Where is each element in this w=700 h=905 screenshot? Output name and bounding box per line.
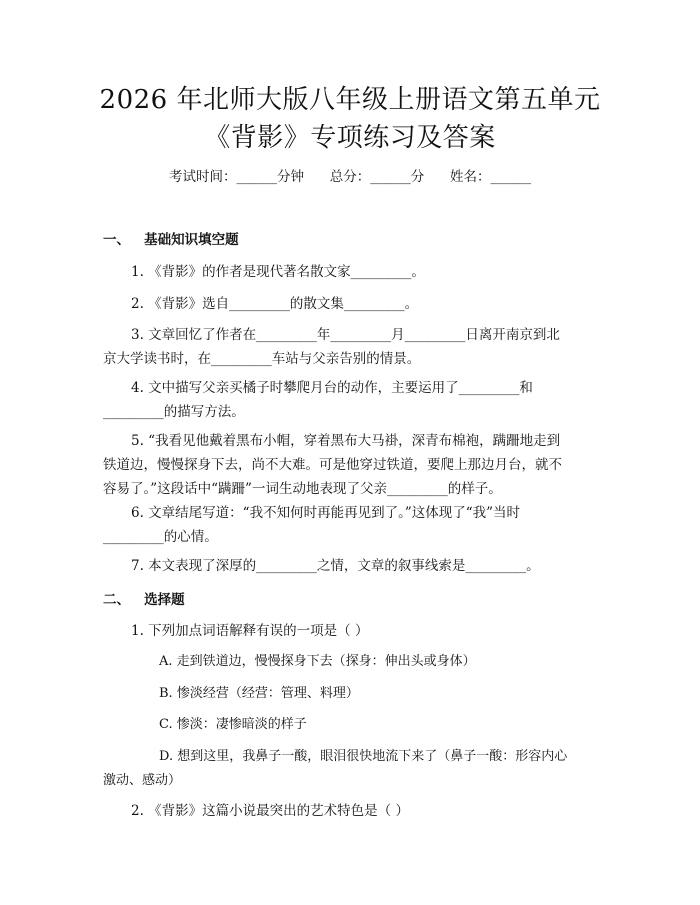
choice-option-d: D. 想到这里，我鼻子一酸，眼泪很快地流下来了（鼻子一酸：形容内心激动、感动） [103, 749, 568, 788]
question-3: 3. 文章回忆了作者在_________年_________月_________日离开南京到北京大学读书时，在_________车站与父亲告别的情景。 [103, 327, 560, 367]
choice-option-b: B. 惨淡经营（经营：管理、料理） [159, 686, 359, 701]
question-6: 6. 文章结尾写道：“我不知何时再能再见到了。”这体现了“我”当时_________的心情。 [103, 505, 521, 545]
question-4: 4. 文中描写父亲买橘子时攀爬月台的动作，主要运用了_________和_________的描写方法。 [103, 380, 533, 420]
choice-option-c: C. 惨淡：凄惨暗淡的样子 [159, 717, 307, 732]
section-heading-fill-blank: 一、 基础知识填空题 [103, 232, 239, 248]
title-line-2: 《背影》专项练习及答案 [204, 123, 496, 153]
choice-option-a: A. 走到铁道边，慢慢探身下去（探身：伸出头或身体） [159, 654, 476, 669]
question-2: 2. 《背影》选自_________的散文集_________。 [131, 296, 419, 312]
exam-meta-line: 考试时间：______分钟 总分：______分 姓名：______ [169, 169, 531, 185]
section-heading-choice: 二、 选择题 [103, 592, 185, 608]
choice-question-1: 1. 下列加点词语解释有误的一项是（ ） [131, 623, 369, 639]
question-5: 5. “我看见他戴着黑布小帽，穿着黑布大马褂，深青布棉袍，蹒跚地走到铁道边，慢慢探身下去，尚不大难。可是他穿过铁道，要爬上那边月台，就不容易了。”这段话中“蹒跚”一词生动地表现了父亲_________的样子。 [103, 433, 562, 497]
question-1: 1. 《背影》的作者是现代著名散文家_________。 [131, 264, 425, 280]
choice-question-2: 2. 《背影》这篇小说最突出的艺术特色是（ ） [131, 803, 409, 819]
title-line-1: 2026 年北师大版八年级上册语文第五单元 [99, 85, 601, 115]
question-7: 7. 本文表现了深厚的_________之情，文章的叙事线索是_________。 [131, 558, 540, 574]
